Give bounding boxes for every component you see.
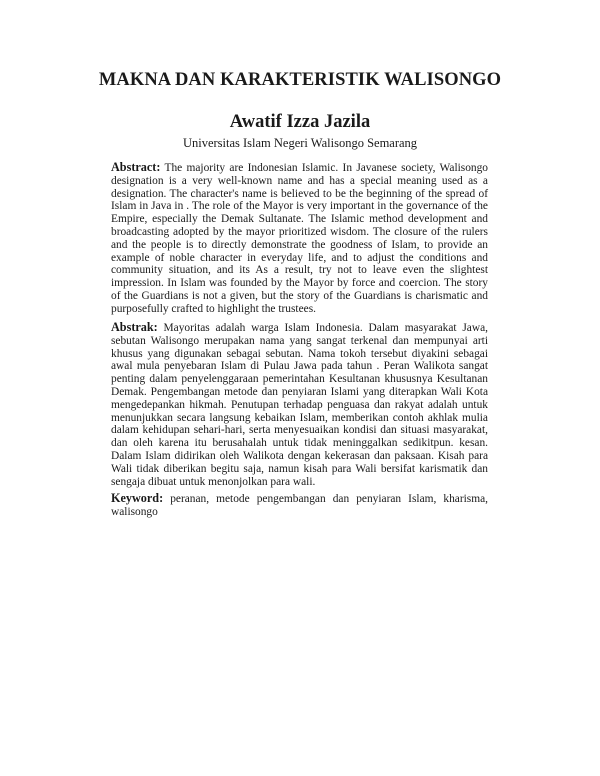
- author-name: Awatif Izza Jazila: [229, 112, 371, 132]
- keywords: [111, 492, 488, 519]
- keywords-label: Keyword:: [111, 491, 164, 505]
- author-affiliation: Universitas Islam Negeri Walisongo Semarang: [182, 136, 418, 150]
- abstract-english-label: Abstract:: [111, 160, 161, 174]
- abstract-indonesian-text: Mayoritas adalah warga Islam Indonesia. Dalam masyarakat Jawa, sebutan Walisongo merupakan nama yang sangat terkenal dan mempunyai arti khusus yang digunakan sebagai sebutan. Nama tokoh tersebut diyakini sebagai awal mula penyebaran Islam di Pulau Jawa pada tahun . Peran Walikota sangat penting dalam penyelenggaraan pemerintahan Kesultanan khususnya Kesultanan Demak. Pengembangan metode dan penyiaran Islami yang diterapkan Wali Kota mengedepankan hikmah. Penutupan terhadap penguasa dan rakyat adalah untuk menunjukkan secara langsung kebaikan Islam, memberikan contoh akhlak mulia dalam kehidupan sehari-hari, serta menyesuaikan kondisi dan situasi masyarakat, dan oleh karena itu berusahalah untuk tidak meninggalkan sedikitpun. kesan. Dalam Islam didirikan oleh Walikota dengan kekerasan dan paksaan. Kisah para Wali tidak diberikan begitu saja, namun kisah para Wali bersifat karismatik dan sengaja dibuat untuk menonjolkan para wali.: [111, 322, 488, 488]
- abstract-indonesian-label: Abstrak:: [111, 320, 158, 334]
- abstract-english: [111, 161, 488, 316]
- abstract-english-text: The majority are Indonesian Islamic. In Javanese society, Walisongo designation is a very well-known name and has a special meaning used as a designation. The character's name is believed to be the beginning of the spread of Islam in Java in . The role of the Mayor is very important in the governance of the Empire, especially the Demak Sultanate. The Islamic method development and broadcasting adopted by the mayor prioritized wisdom. The closure of the rulers and the people is to directly demonstrate the goodness of Islam, to provide an example of noble character in everyday life, and to adjust the conditions and community situation, and its As a result, try not to leave even the slightest impression. In Islam was founded by the Mayor by force and coercion. The story of the Guardians is not a given, but the story of the Guardians is charismatic and purposefully crafted to highlight the trustees.: [111, 162, 488, 315]
- abstract-indonesian: [111, 321, 488, 488]
- paper-title: MAKNA DAN KARAKTERISTIK WALISONGO: [98, 70, 502, 90]
- keywords-text: peranan, metode pengembangan dan penyiaran Islam, kharisma, walisongo: [111, 493, 488, 518]
